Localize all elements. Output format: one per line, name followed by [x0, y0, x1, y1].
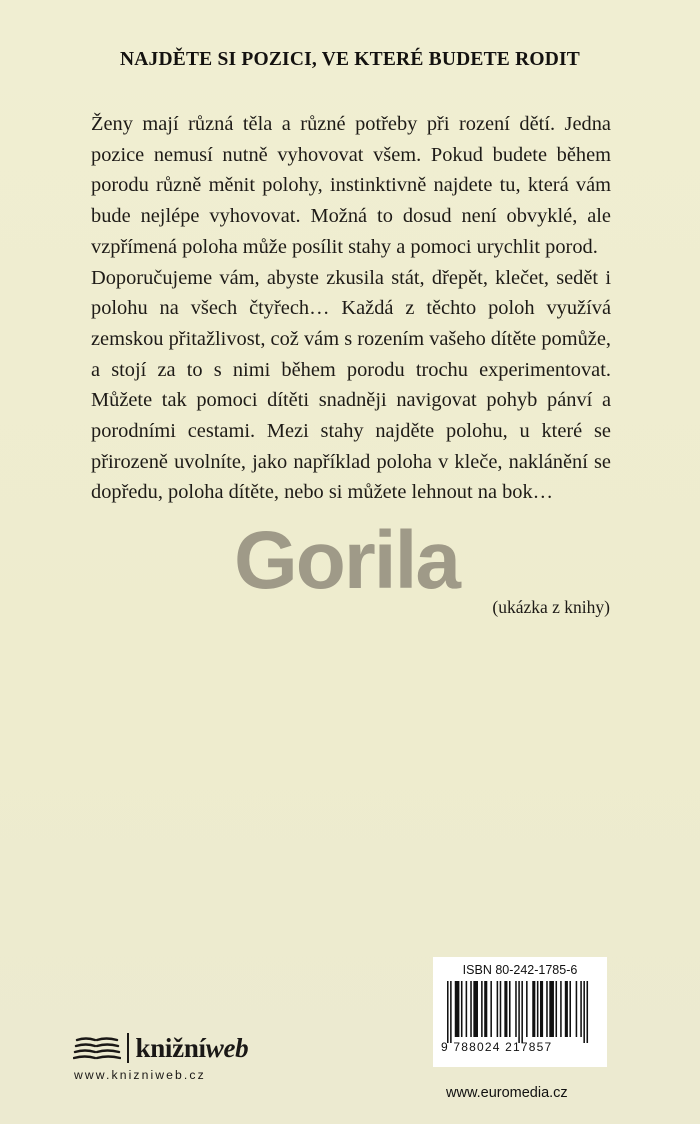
barcode-bar: [549, 981, 554, 1037]
barcode-bar: [580, 981, 582, 1037]
publisher-url: www.knizniweb.cz: [74, 1068, 206, 1082]
isbn-label: ISBN 80-242-1785-6: [462, 963, 578, 977]
barcode-bar: [515, 981, 517, 1037]
publisher-name: [136, 1033, 249, 1064]
barcode-bar: [521, 981, 523, 1043]
barcode-digits: 9 788024 217857: [441, 1040, 553, 1054]
barcode-bar: [556, 981, 558, 1037]
barcode-bar: [490, 981, 492, 1037]
barcode-bar: [473, 981, 478, 1037]
barcode-bar: [576, 981, 578, 1037]
distributor-url: www.euromedia.cz: [446, 1085, 568, 1101]
page-heading: NAJDĚTE SI POZICI, VE KTERÉ BUDETE RODIT: [119, 49, 581, 70]
barcode-bar: [565, 981, 568, 1037]
logo-divider: [127, 1033, 129, 1063]
barcode-bar: [587, 981, 589, 1043]
isbn-barcode: [433, 957, 607, 1067]
book-lines-icon: [73, 1035, 121, 1061]
excerpt-paragraph-2: Doporučujeme vám, abyste zkusila stát, dřepět, klečet, sedět i polohu na všech čtyřech… Každá z těchto poloh využívá zemskou přitažlivost, což vám s rozením vašeho dítěte pomůže, a stojí za to s nimi během porodu trochu experimentovat. Můžete tak pomoci dítěti snadněji navigovat pohyb pánví a porodními cestami. Mezi stahy najděte polohu, u které se přirozeně uvolníte, jako například poloha v kleče, naklánění se dopředu, poloha dítěte, nebo si můžete lehnout na bok…: [91, 266, 611, 504]
barcode-bar: [481, 981, 483, 1037]
barcode-bar: [455, 981, 460, 1037]
barcode-bar: [450, 981, 452, 1043]
barcode-bars: [445, 981, 597, 1043]
barcode-bar: [447, 981, 449, 1043]
publisher-name-regular: knižní: [135, 1032, 206, 1063]
excerpt-text: [91, 109, 611, 508]
barcode-bar: [497, 981, 499, 1037]
barcode-bar: [484, 981, 487, 1037]
barcode-bar: [518, 981, 520, 1043]
barcode-bar: [532, 981, 535, 1037]
excerpt-paragraph-1: Ženy mají různá těla a různé potřeby při rození dětí. Jedna pozice nemusí nutně vyhovovat všem. Pokud budete během porodu různě měnit polohy, instinktivně najdete tu, která vám bude nejlépe vyhovovat. Možná to dosud není obvyklé, ale vzpřímená poloha může posílit stahy a pomoci urychlit porod.: [91, 113, 611, 258]
barcode-bar: [583, 981, 585, 1043]
barcode-bar: [546, 981, 548, 1037]
excerpt-source-note: (ukázka z knihy): [492, 597, 610, 617]
barcode-bar: [540, 981, 543, 1037]
barcode-bar: [569, 981, 571, 1037]
barcode-bar: [537, 981, 539, 1037]
barcode-bar: [461, 981, 463, 1037]
barcode-bar: [504, 981, 507, 1037]
barcode-bar: [500, 981, 502, 1037]
barcode-bar: [466, 981, 468, 1037]
publisher-name-italic: web: [205, 1032, 249, 1063]
barcode-bar: [470, 981, 472, 1037]
watermark-logo: Gorila: [234, 515, 459, 606]
publisher-logo: [73, 1030, 248, 1066]
barcode-bar: [526, 981, 528, 1037]
barcode-bar: [509, 981, 511, 1037]
barcode-bar: [560, 981, 562, 1037]
